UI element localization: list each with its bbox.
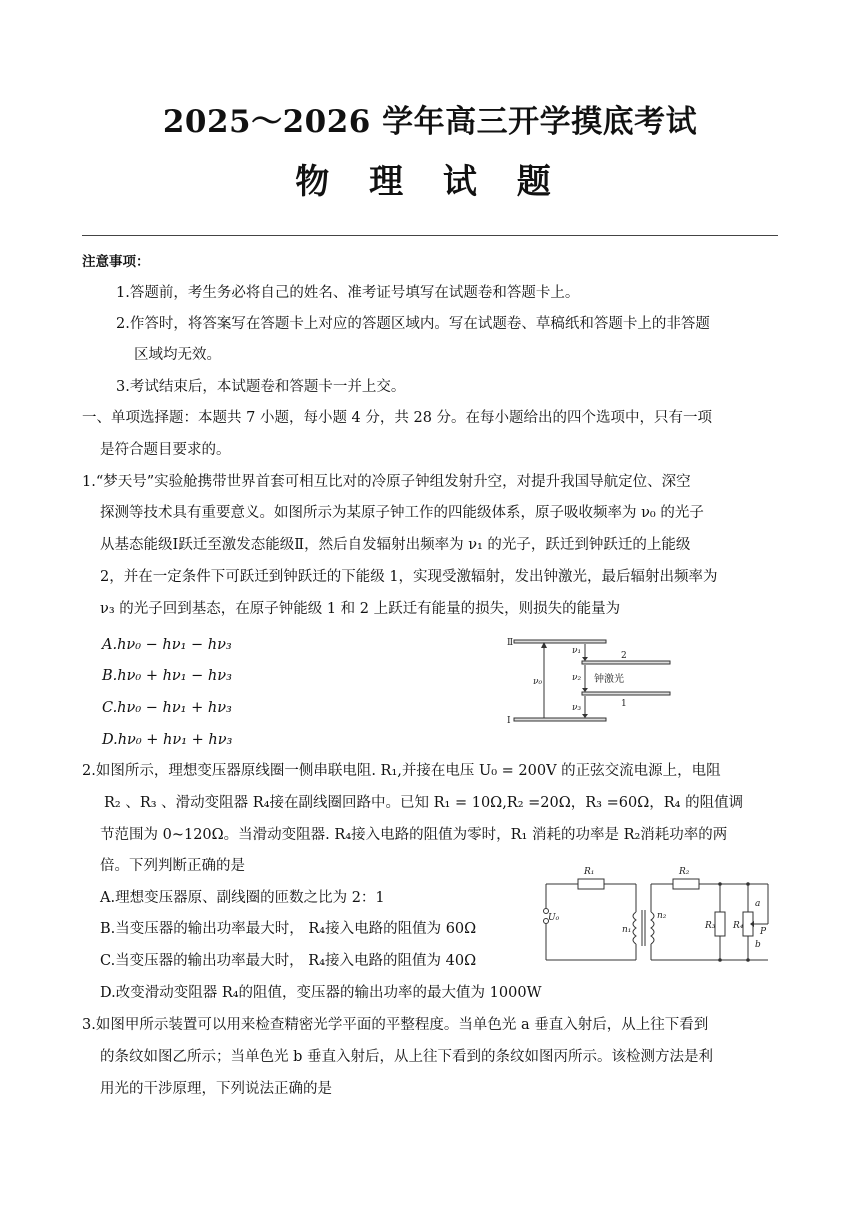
P-label: P	[760, 927, 767, 937]
n1-label: n₁	[622, 925, 632, 935]
q2-option-c: C.当变压器的输出功率最大时， R₄接入电路的阻值为 40Ω	[100, 953, 477, 969]
notice-item-2-cont: 区域均无效。	[134, 347, 221, 363]
q1-line-3: 从基态能级Ⅰ跃迁至激发态能级Ⅱ，然后自发辐射出频率为 ν₁ 的光子，跃迁到钟跃迁的上能级	[100, 537, 691, 553]
q2-line-4: 倍。下列判断正确的是	[100, 858, 245, 874]
q2-option-a: A.理想变压器原、副线圈的匝数之比为 2：1	[100, 890, 385, 906]
q1-option-d: D.hν₀ + hν₁ + hν₃	[102, 732, 233, 748]
q3-line-1: 3.如图甲所示装置可以用来检查精密光学平面的平整程度。当单色光 a 垂直入射后，从上往下看到	[82, 1017, 709, 1033]
b-label: b	[755, 940, 761, 950]
v3-label: ν₃	[572, 703, 582, 713]
v2-label: ν₂	[572, 673, 582, 683]
q1-line-5: ν₃ 的光子回到基态，在原子钟能级 1 和 2 上跃迁有能量的损失，则损失的能量为	[100, 601, 621, 617]
q3-line-2: 的条纹如图乙所示；当单色光 b 垂直入射后，从上往下看到的条纹如图丙所示。该检测方法是利	[100, 1049, 713, 1065]
exam-title: 2025～2026 学年高三开学摸底考试	[162, 104, 698, 140]
level-II-label: Ⅱ	[507, 638, 514, 648]
notice-heading: 注意事项：	[82, 254, 150, 270]
R3-label: R₃	[705, 921, 716, 931]
R4-label: R₄	[733, 921, 744, 931]
notice-item-2: 2.作答时，将答案写在答题卡上对应的答题区域内。写在试题卷、草稿纸和答题卡上的非答题	[116, 316, 710, 332]
section-heading: 一、单项选择题：本题共 7 小题，每小题 4 分，共 28 分。在每小题给出的四个选项中，只有一项	[82, 410, 713, 426]
clock-laser-label: 钟激光	[594, 674, 624, 685]
q2-line-2: R₂ 、R₃ 、滑动变阻器 R₄接在副线圈回路中。已知 R₁ = 10Ω,R₂ =20Ω，R₃ =60Ω，R₄ 的阻值调	[104, 795, 744, 811]
transformer-circuit-diagram	[538, 862, 778, 966]
R2-label: R₂	[679, 867, 690, 877]
v0-label: ν₀	[533, 677, 543, 687]
q1-option-a: A.hν₀ − hν₁ − hν₃	[102, 637, 232, 653]
q2-line-3: 节范围为 0~120Ω。当滑动变阻器. R₄接入电路的阻值为零时，R₁ 消耗的功率是 R₂消耗功率的两	[100, 827, 728, 843]
q1-option-c: C.hν₀ − hν₁ + hν₃	[102, 700, 232, 716]
level-I-label: Ⅰ	[507, 716, 511, 726]
q2-option-b: B.当变压器的输出功率最大时， R₄接入电路的阻值为 60Ω	[100, 921, 477, 937]
notice-item-1: 1.答题前，考生务必将自己的姓名、准考证号填写在试题卷和答题卡上。	[116, 285, 580, 301]
q2-option-d: D.改变滑动变阻器 R₄的阻值，变压器的输出功率的最大值为 1000W	[100, 985, 542, 1001]
R1-label: R₁	[584, 867, 595, 877]
q1-line-4: 2，并在一定条件下可跃迁到钟跃迁的下能级 1，实现受激辐射，发出钟激光，最后辐射出频率为	[100, 569, 718, 585]
a-label: a	[755, 899, 761, 909]
header-divider	[82, 235, 778, 236]
notice-item-3: 3.考试结束后，本试题卷和答题卡一并上交。	[116, 379, 406, 395]
q1-line-1: 1.“梦天号”实验舱携带世界首套可相互比对的冷原子钟组发射升空，对提升我国导航定位、深空	[82, 474, 691, 490]
q2-line-1: 2.如图所示，理想变压器原线圈一侧串联电阻. R₁,并接在电压 U₀ = 200V 的正弦交流电源上，电阻	[82, 763, 721, 779]
level-2-label: 2	[621, 651, 627, 661]
U0-label: U₀	[548, 913, 560, 923]
subject-title: 物 理 试 题	[295, 162, 565, 202]
n2-label: n₂	[657, 911, 667, 921]
section-heading-cont: 是符合题目要求的。	[100, 442, 231, 458]
q3-line-3: 用光的干涉原理，下列说法正确的是	[100, 1081, 332, 1097]
q1-option-b: B.hν₀ + hν₁ − hν₃	[102, 668, 232, 684]
q1-line-2: 探测等技术具有重要意义。如图所示为某原子钟工作的四能级体系，原子吸收频率为 ν₀ 的光子	[100, 505, 704, 521]
v1-label: ν₁	[572, 646, 582, 656]
level-1-label: 1	[621, 699, 627, 709]
energy-level-diagram	[506, 636, 676, 732]
